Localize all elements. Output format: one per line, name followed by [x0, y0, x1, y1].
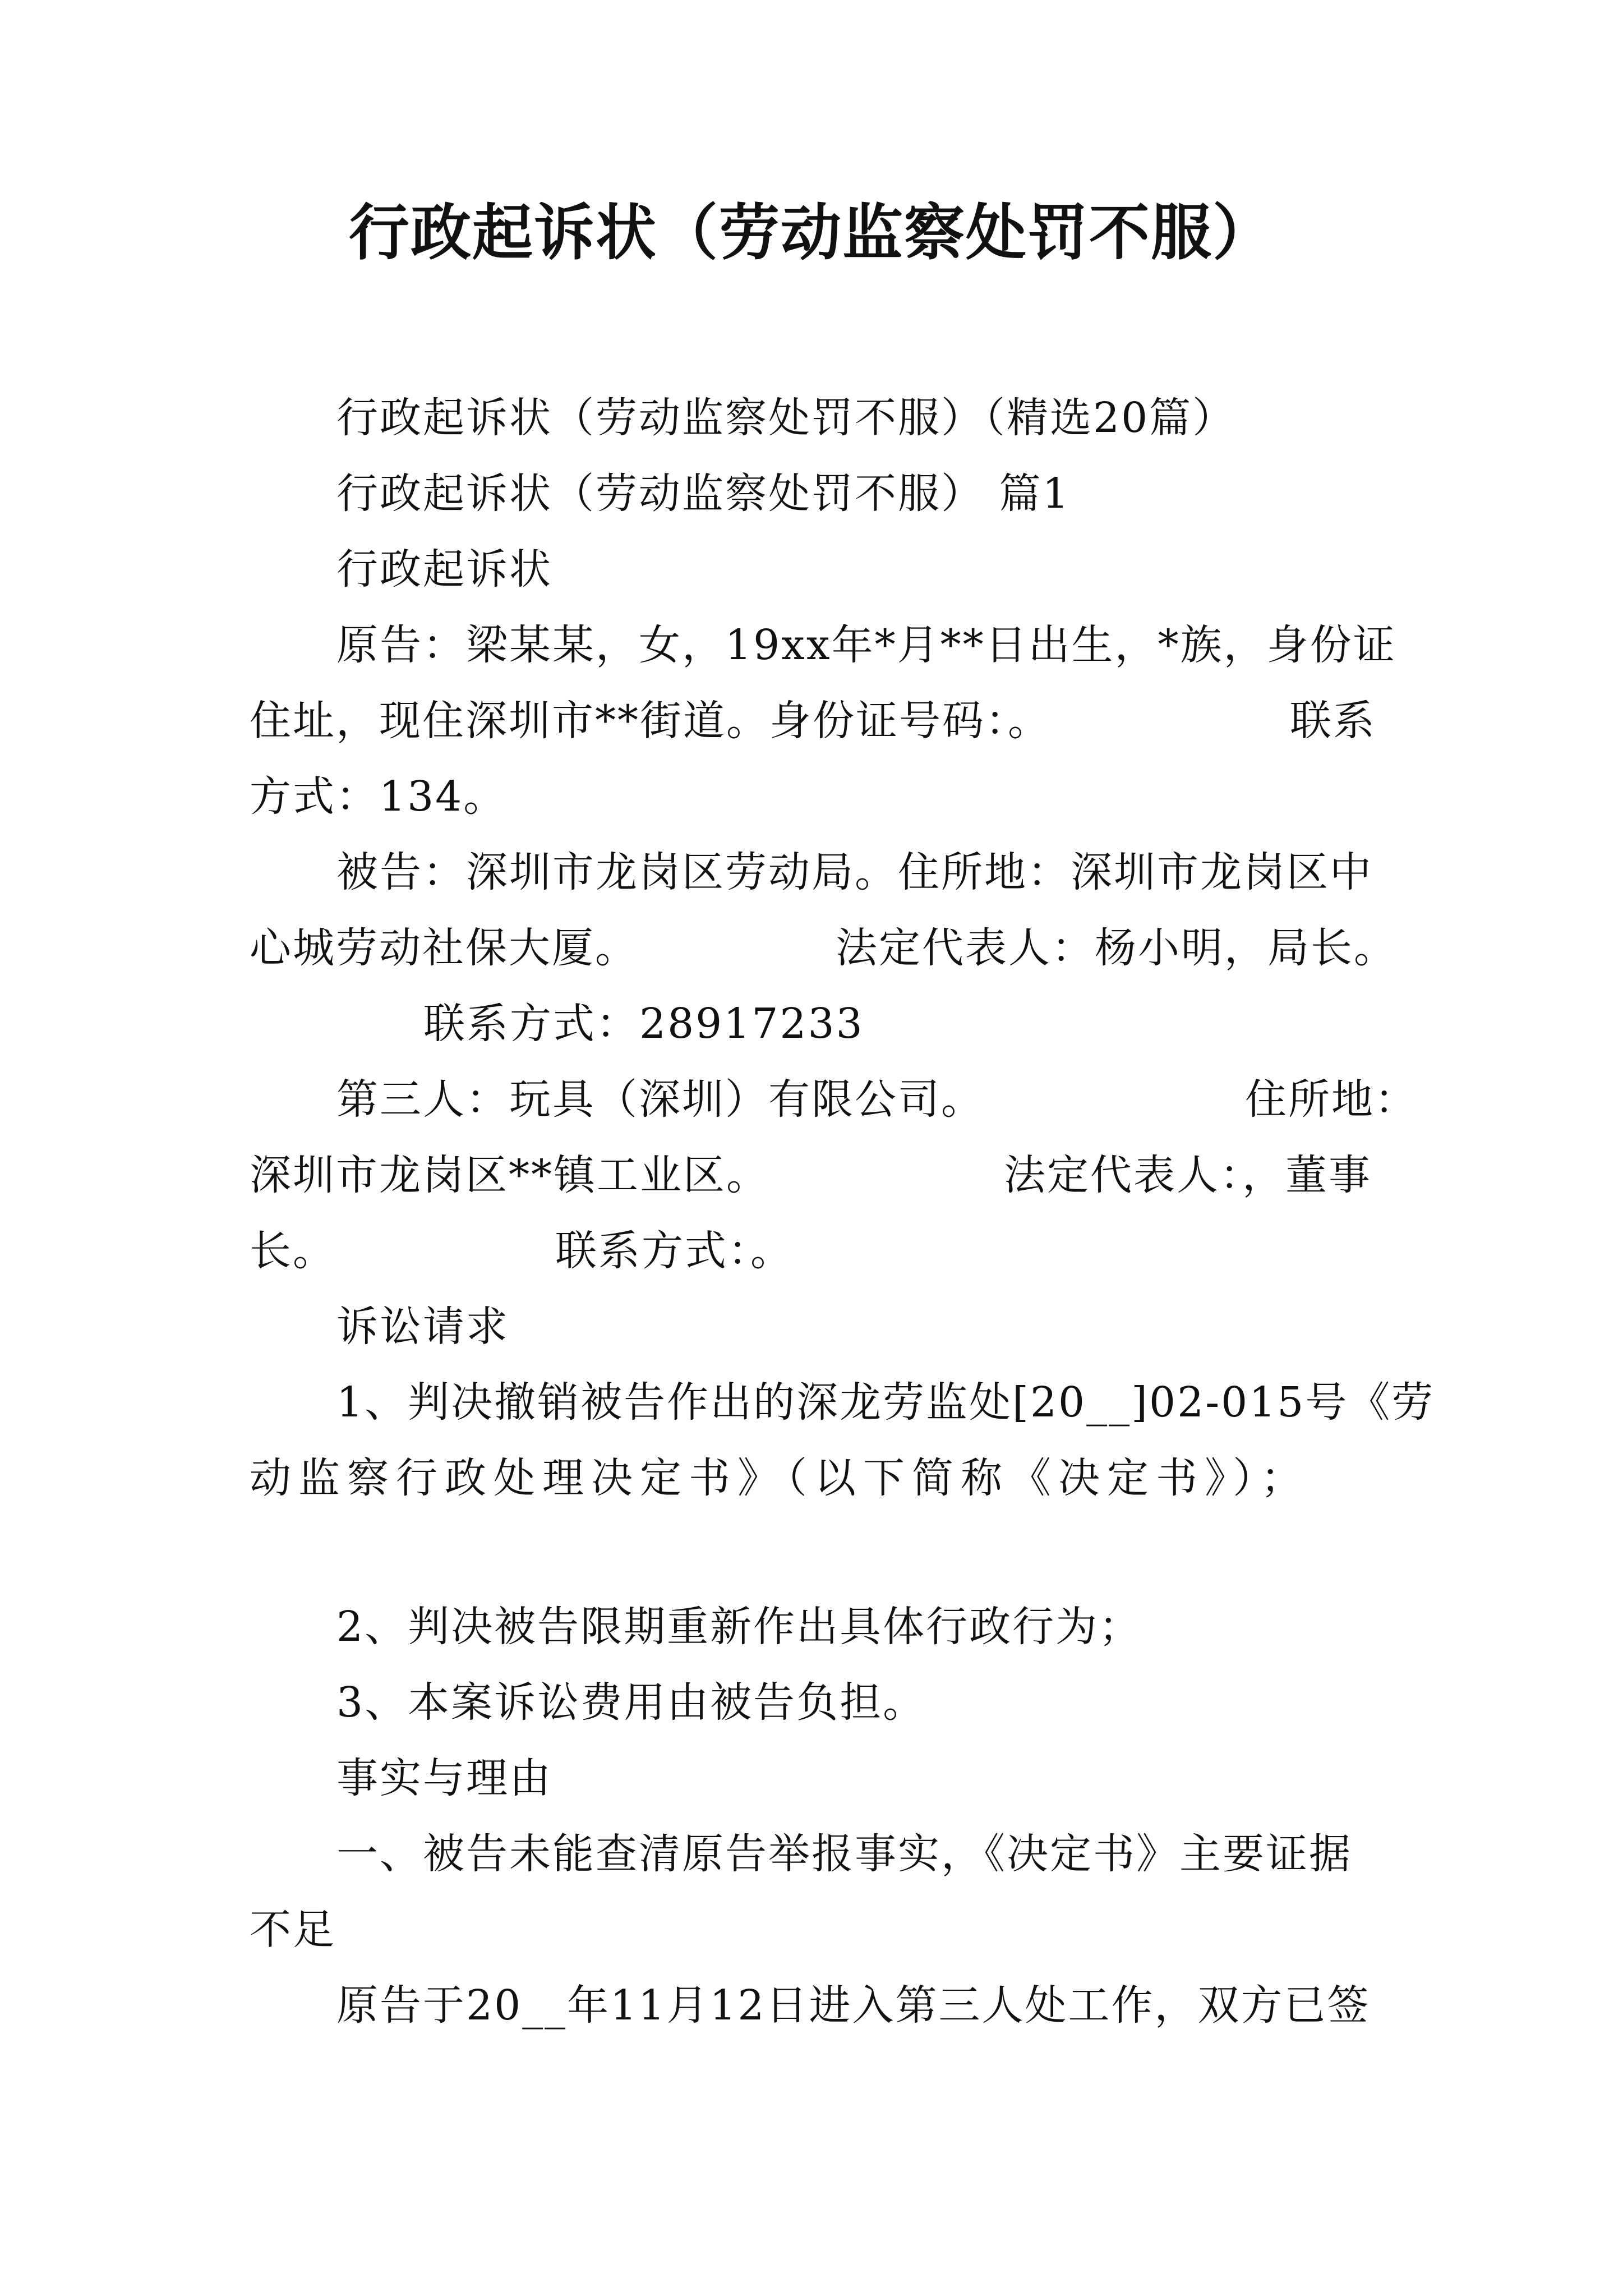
reason-1-line-2: 不足 — [250, 1906, 336, 1954]
third-party-line-3a: 长。 — [250, 1227, 336, 1275]
page-title: 行政起诉状（劳动监察处罚不服） — [348, 197, 1274, 268]
defendant-line-2a: 心城劳动社保大厦。 — [250, 924, 638, 972]
defendant-line-3: 联系方式：28917233 — [423, 1000, 864, 1048]
defendant-line-2b: 法定代表人：杨小明，局长。 — [836, 924, 1397, 972]
subtitle: 行政起诉状（劳动监察处罚不服）（精选20篇） — [336, 394, 1236, 442]
claim-2: 2、判决被告限期重新作出具体行政行为； — [336, 1603, 1142, 1651]
claim-1-line-1: 1、判决撤销被告作出的深龙劳监处[20__]02-015号《劳 — [336, 1378, 1435, 1427]
third-party-line-2a: 深圳市龙岗区**镇工业区。 — [250, 1151, 769, 1199]
claim-1-line-2: 动监察行政处理决定书》（以下简称《决定书》）； — [250, 1454, 1310, 1502]
reason-1-line-1: 一、被告未能查清原告举报事实，《决定书》主要证据 — [336, 1830, 1352, 1878]
claims-heading: 诉讼请求 — [336, 1303, 509, 1351]
chapter-heading: 行政起诉状（劳动监察处罚不服） 篇1 — [336, 470, 1071, 518]
plaintiff-line-3: 方式：134。 — [250, 772, 507, 821]
plaintiff-line-2a: 住址，现住深圳市**街道。身份证号码：。 — [250, 697, 1051, 745]
fact-1-line-1: 原告于20__年11月12日进入第三人处工作，双方已签 — [336, 1981, 1371, 2030]
third-party-line-1b: 住所地： — [1245, 1075, 1418, 1124]
third-party-line-2b: 法定代表人：，董事 — [1004, 1151, 1372, 1199]
claim-3: 3、本案诉讼费用由被告负担。 — [336, 1678, 926, 1727]
section-heading: 行政起诉状 — [336, 545, 552, 593]
third-party-line-3b: 联系方式：。 — [555, 1227, 794, 1275]
plaintiff-line-1: 原告：梁某某，女，19xx年*月**日出生，*族，身份证 — [336, 621, 1396, 669]
plaintiff-line-2b: 联系 — [1290, 697, 1376, 745]
facts-heading: 事实与理由 — [336, 1754, 552, 1802]
third-party-line-1a: 第三人：玩具（深圳）有限公司。 — [336, 1075, 984, 1124]
defendant-line-1: 被告：深圳市龙岗区劳动局。住所地：深圳市龙岗区中 — [336, 848, 1373, 896]
